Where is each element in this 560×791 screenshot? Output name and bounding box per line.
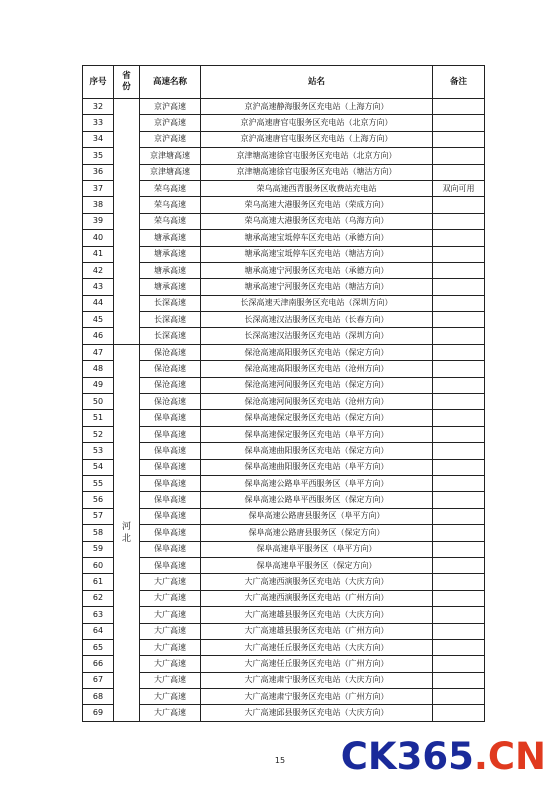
- row-highway: 京沪高速: [140, 131, 201, 147]
- table-row: [83, 197, 485, 213]
- row-note: [433, 213, 485, 229]
- row-highway: 保阜高速: [140, 475, 201, 491]
- table-row: [83, 492, 485, 508]
- charging-station-table: [82, 65, 485, 722]
- row-highway: 塘承高速: [140, 262, 201, 278]
- row-station: 大广高速肃宁服务区充电站（大庆方向）: [201, 672, 433, 688]
- row-note: [433, 246, 485, 262]
- watermark-dot: .: [473, 735, 488, 778]
- row-seq: 62: [83, 590, 114, 606]
- row-highway: 保沧高速: [140, 344, 201, 360]
- row-station: 京沪高速唐官屯服务区充电站（北京方向）: [201, 115, 433, 131]
- row-seq: 33: [83, 115, 114, 131]
- province-cell: [114, 99, 140, 345]
- row-note: [433, 197, 485, 213]
- row-seq: 32: [83, 99, 114, 115]
- row-station: 保阜高速曲阳服务区充电站（保定方向）: [201, 443, 433, 459]
- row-note: [433, 230, 485, 246]
- row-note: [433, 164, 485, 180]
- table-header-row: [83, 66, 485, 99]
- row-seq: 59: [83, 541, 114, 557]
- row-highway: 保阜高速: [140, 443, 201, 459]
- row-note: [433, 377, 485, 393]
- row-seq: 48: [83, 361, 114, 377]
- province-cell: [114, 344, 140, 721]
- row-station: 京沪高速静海服务区充电站（上海方向）: [201, 99, 433, 115]
- table-row: [83, 377, 485, 393]
- row-seq: 41: [83, 246, 114, 262]
- row-seq: 40: [83, 230, 114, 246]
- row-note: [433, 557, 485, 573]
- table-row: [83, 623, 485, 639]
- row-note: [433, 131, 485, 147]
- table-row: [83, 689, 485, 705]
- header-station: 站名: [201, 66, 433, 99]
- row-note: [433, 115, 485, 131]
- table-row: [83, 639, 485, 655]
- row-highway: 荣乌高速: [140, 197, 201, 213]
- row-note: [433, 607, 485, 623]
- row-station: 荣乌高速大港服务区充电站（乌海方向）: [201, 213, 433, 229]
- row-station: 保沧高速高阳服务区充电站（沧州方向）: [201, 361, 433, 377]
- row-station: 长深高速汉沽服务区充电站（长春方向）: [201, 312, 433, 328]
- table-row: [83, 312, 485, 328]
- row-seq: 61: [83, 574, 114, 590]
- row-note: [433, 590, 485, 606]
- row-seq: 56: [83, 492, 114, 508]
- row-seq: 35: [83, 148, 114, 164]
- table-row: [83, 574, 485, 590]
- table-row: [83, 230, 485, 246]
- row-station: 保沧高速河间服务区充电站（沧州方向）: [201, 394, 433, 410]
- row-seq: 46: [83, 328, 114, 344]
- row-highway: 塘承高速: [140, 230, 201, 246]
- row-seq: 42: [83, 262, 114, 278]
- row-note: [433, 492, 485, 508]
- row-seq: 52: [83, 426, 114, 442]
- row-note: [433, 623, 485, 639]
- row-station: 大广高速任丘服务区充电站（大庆方向）: [201, 639, 433, 655]
- table-row: [83, 443, 485, 459]
- row-station: 保阜高速公路阜平西服务区（阜平方向）: [201, 475, 433, 491]
- row-station: 塘承高速宁河服务区充电站（承德方向）: [201, 262, 433, 278]
- table-row: [83, 557, 485, 573]
- table-row: [83, 246, 485, 262]
- table-row: [83, 459, 485, 475]
- row-note: [433, 344, 485, 360]
- row-highway: 长深高速: [140, 328, 201, 344]
- row-highway: 保阜高速: [140, 459, 201, 475]
- table-row: [83, 705, 485, 721]
- row-station: 保阜高速阜平服务区（阜平方向）: [201, 541, 433, 557]
- row-note: [433, 689, 485, 705]
- row-highway: 大广高速: [140, 607, 201, 623]
- row-seq: 60: [83, 557, 114, 573]
- row-note: [433, 295, 485, 311]
- row-seq: 38: [83, 197, 114, 213]
- row-seq: 63: [83, 607, 114, 623]
- row-highway: 大广高速: [140, 574, 201, 590]
- row-seq: 36: [83, 164, 114, 180]
- row-seq: 34: [83, 131, 114, 147]
- row-highway: 大广高速: [140, 705, 201, 721]
- row-note: [433, 262, 485, 278]
- table-row: [83, 541, 485, 557]
- watermark-suffix: CN: [487, 735, 546, 778]
- row-seq: 58: [83, 525, 114, 541]
- row-highway: 保阜高速: [140, 410, 201, 426]
- row-seq: 51: [83, 410, 114, 426]
- table-row: [83, 164, 485, 180]
- header-note: 备注: [433, 66, 485, 99]
- table-row: [83, 115, 485, 131]
- row-note: [433, 361, 485, 377]
- table-row: [83, 426, 485, 442]
- row-station: 保阜高速阜平服务区（保定方向）: [201, 557, 433, 573]
- row-station: 大广高速西演服务区充电站（广州方向）: [201, 590, 433, 606]
- table-row: [83, 656, 485, 672]
- row-station: 保阜高速公路唐县服务区（阜平方向）: [201, 508, 433, 524]
- row-station: 保阜高速公路唐县服务区（保定方向）: [201, 525, 433, 541]
- table-row: [83, 180, 485, 196]
- table-row: [83, 344, 485, 360]
- header-province-label: 省份: [122, 71, 131, 92]
- row-note: [433, 312, 485, 328]
- row-station: 大广高速肃宁服务区充电站（广州方向）: [201, 689, 433, 705]
- row-station: 塘承高速宝坻停车区充电站（塘沽方向）: [201, 246, 433, 262]
- row-station: 大广高速西演服务区充电站（大庆方向）: [201, 574, 433, 590]
- row-note: [433, 410, 485, 426]
- row-station: 保阜高速保定服务区充电站（阜平方向）: [201, 426, 433, 442]
- row-station: 保沧高速高阳服务区充电站（保定方向）: [201, 344, 433, 360]
- row-highway: 大广高速: [140, 656, 201, 672]
- row-highway: 京沪高速: [140, 115, 201, 131]
- row-highway: 塘承高速: [140, 279, 201, 295]
- row-station: 荣乌高速西青服务区收费站充电站: [201, 180, 433, 196]
- row-highway: 保阜高速: [140, 557, 201, 573]
- row-seq: 64: [83, 623, 114, 639]
- row-station: 长深高速天津南服务区充电站（深圳方向）: [201, 295, 433, 311]
- row-highway: 保沧高速: [140, 377, 201, 393]
- row-station: 塘承高速宝坻停车区充电站（承德方向）: [201, 230, 433, 246]
- row-highway: 大广高速: [140, 623, 201, 639]
- row-highway: 保阜高速: [140, 525, 201, 541]
- header-highway: 高速名称: [140, 66, 201, 99]
- row-seq: 68: [83, 689, 114, 705]
- row-station: 保沧高速河间服务区充电站（保定方向）: [201, 377, 433, 393]
- row-note: [433, 148, 485, 164]
- row-station: 保阜高速公路阜平西服务区（保定方向）: [201, 492, 433, 508]
- row-highway: 保阜高速: [140, 541, 201, 557]
- table-row: [83, 394, 485, 410]
- row-note: [433, 574, 485, 590]
- row-seq: 45: [83, 312, 114, 328]
- row-seq: 69: [83, 705, 114, 721]
- table-row: [83, 607, 485, 623]
- row-seq: 53: [83, 443, 114, 459]
- row-note: [433, 328, 485, 344]
- row-station: 大广高速雄县服务区充电站（大庆方向）: [201, 607, 433, 623]
- row-station: 荣乌高速大港服务区充电站（荣成方向）: [201, 197, 433, 213]
- row-highway: 京沪高速: [140, 99, 201, 115]
- row-seq: 47: [83, 344, 114, 360]
- row-note: [433, 639, 485, 655]
- header-seq: 序号: [83, 66, 114, 99]
- province-label: 河北: [121, 521, 131, 544]
- row-note: [433, 279, 485, 295]
- row-highway: 长深高速: [140, 312, 201, 328]
- row-station: 长深高速汉沽服务区充电站（深圳方向）: [201, 328, 433, 344]
- row-note: [433, 672, 485, 688]
- row-note: [433, 459, 485, 475]
- row-seq: 39: [83, 213, 114, 229]
- table-row: [83, 410, 485, 426]
- table-body: [83, 99, 485, 722]
- row-highway: 保阜高速: [140, 492, 201, 508]
- table-row: [83, 328, 485, 344]
- row-note: [433, 426, 485, 442]
- row-highway: 大广高速: [140, 689, 201, 705]
- row-highway: 京津塘高速: [140, 164, 201, 180]
- table-row: [83, 279, 485, 295]
- row-note: [433, 705, 485, 721]
- row-note: [433, 508, 485, 524]
- row-note: [433, 475, 485, 491]
- row-highway: 荣乌高速: [140, 180, 201, 196]
- watermark-prefix: CK365: [340, 735, 474, 778]
- row-seq: 50: [83, 394, 114, 410]
- table-row: [83, 475, 485, 491]
- row-seq: 55: [83, 475, 114, 491]
- row-highway: 大广高速: [140, 639, 201, 655]
- table-row: [83, 131, 485, 147]
- row-highway: 大广高速: [140, 672, 201, 688]
- row-note: [433, 525, 485, 541]
- row-highway: 保沧高速: [140, 361, 201, 377]
- row-seq: 67: [83, 672, 114, 688]
- page-number: 15: [274, 756, 286, 765]
- row-seq: 44: [83, 295, 114, 311]
- row-station: 保阜高速保定服务区充电站（保定方向）: [201, 410, 433, 426]
- table-row: [83, 525, 485, 541]
- row-seq: 43: [83, 279, 114, 295]
- table-row: [83, 262, 485, 278]
- row-station: 塘承高速宁河服务区充电站（塘沽方向）: [201, 279, 433, 295]
- row-note: 双向可用: [433, 180, 485, 196]
- site-watermark-logo: [341, 737, 546, 777]
- table-row: [83, 99, 485, 115]
- row-seq: 37: [83, 180, 114, 196]
- table-row: [83, 213, 485, 229]
- table-row: [83, 148, 485, 164]
- row-seq: 66: [83, 656, 114, 672]
- row-seq: 54: [83, 459, 114, 475]
- row-seq: 65: [83, 639, 114, 655]
- row-highway: 保阜高速: [140, 426, 201, 442]
- row-seq: 49: [83, 377, 114, 393]
- row-highway: 大广高速: [140, 590, 201, 606]
- table-row: [83, 295, 485, 311]
- row-note: [433, 99, 485, 115]
- row-station: 大广高速雄县服务区充电站（广州方向）: [201, 623, 433, 639]
- row-note: [433, 541, 485, 557]
- table-row: [83, 590, 485, 606]
- table-header: [83, 66, 485, 99]
- row-station: 大广高速任丘服务区充电站（广州方向）: [201, 656, 433, 672]
- row-note: [433, 443, 485, 459]
- table-row: [83, 361, 485, 377]
- row-note: [433, 394, 485, 410]
- header-province: [114, 66, 140, 99]
- row-station: 京沪高速唐官屯服务区充电站（上海方向）: [201, 131, 433, 147]
- row-note: [433, 656, 485, 672]
- row-highway: 塘承高速: [140, 246, 201, 262]
- row-station: 保阜高速曲阳服务区充电站（阜平方向）: [201, 459, 433, 475]
- row-station: 京津塘高速徐官屯服务区充电站（塘沽方向）: [201, 164, 433, 180]
- row-station: 京津塘高速徐官屯服务区充电站（北京方向）: [201, 148, 433, 164]
- row-highway: 京津塘高速: [140, 148, 201, 164]
- row-station: 大广高速邱县服务区充电站（大庆方向）: [201, 705, 433, 721]
- row-highway: 保阜高速: [140, 508, 201, 524]
- table-row: [83, 508, 485, 524]
- row-seq: 57: [83, 508, 114, 524]
- row-highway: 保沧高速: [140, 394, 201, 410]
- row-highway: 荣乌高速: [140, 213, 201, 229]
- row-highway: 长深高速: [140, 295, 201, 311]
- table-row: [83, 672, 485, 688]
